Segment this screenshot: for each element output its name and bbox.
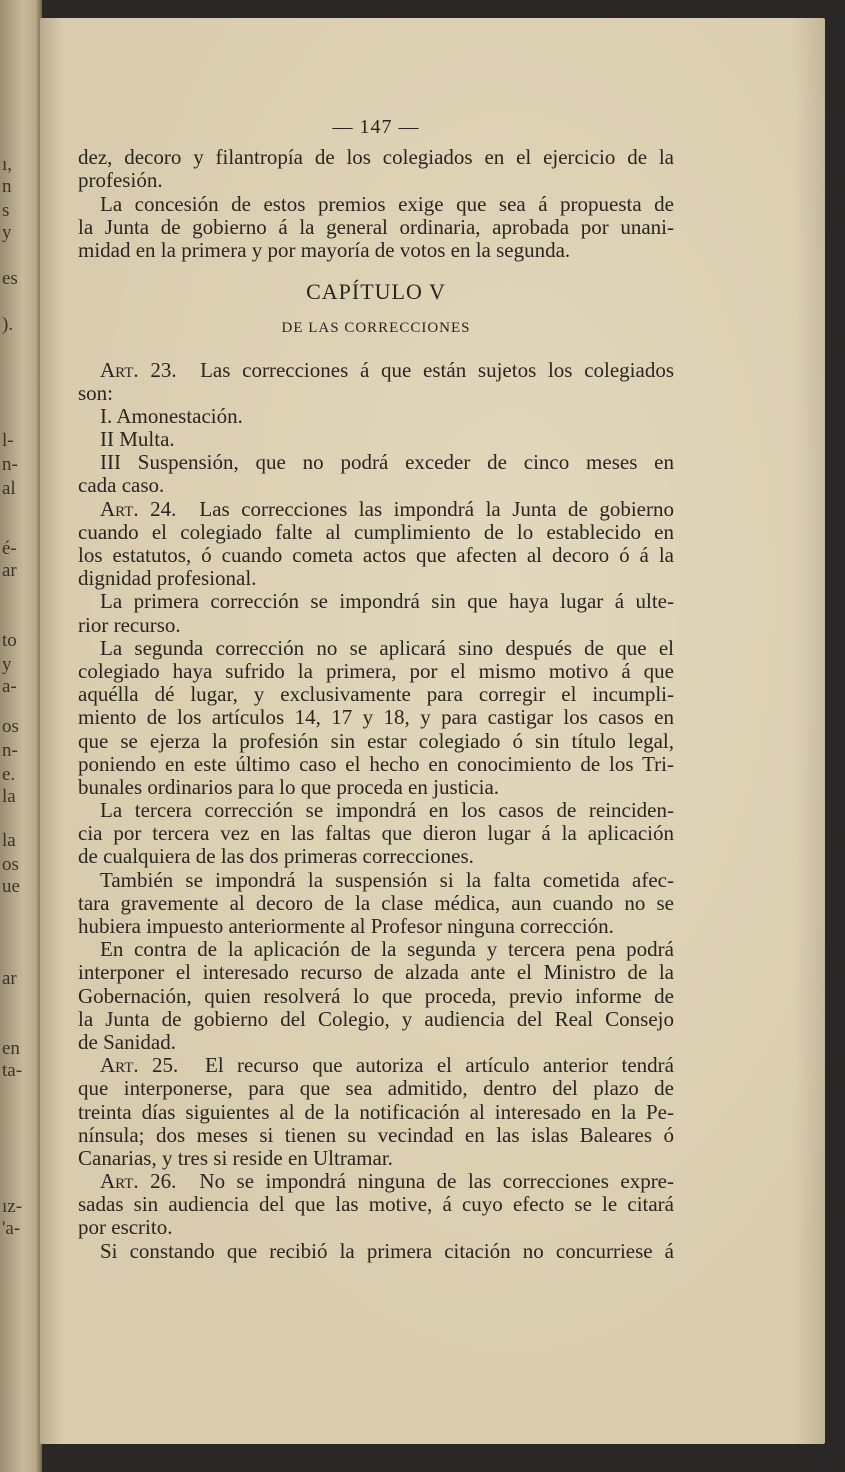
text-line: aquélla dé lugar, y exclusivamente para corregir el incumpli- <box>78 682 674 707</box>
facing-page-fragment: a- <box>2 676 17 697</box>
facing-page-fragment: ta- <box>2 1060 23 1081</box>
article-text: Las correcciones las impondrá la Junta de gobierno <box>199 496 674 521</box>
text-line: que interponerse, para que sea admitido, dentro del plazo de <box>78 1076 674 1101</box>
facing-page-fragment: n- <box>2 454 18 475</box>
facing-page-fragment: ar <box>2 560 17 581</box>
text-line: los estatutos, ó cuando cometa actos que afecten al decoro ó á la <box>78 543 674 568</box>
text-line: colegiado haya sufrido la primera, por el mismo motivo á que <box>78 658 674 683</box>
facing-page-fragment: ı, <box>2 154 13 175</box>
facing-page-fragment: n <box>2 176 12 197</box>
text-line: cuando el colegiado falte al cumplimiento de lo establecido en <box>78 519 674 544</box>
text-line: que se ejerza la profesión sin estar colegiado ó sin título legal, <box>78 728 674 753</box>
text-line: treinta días siguientes al de la notificación al interesado en la Pe- <box>78 1099 674 1124</box>
facing-page-fragment: al <box>2 478 16 499</box>
facing-page-fragment: y <box>2 654 12 675</box>
paragraph-segunda-correccion <box>78 637 674 799</box>
facing-page-fragment: la <box>2 830 16 851</box>
paragraph-recurso-alzada <box>78 938 674 1054</box>
facing-page-fragment: en <box>2 1038 20 1059</box>
paragraph-concesion <box>78 193 674 263</box>
book-page <box>40 18 825 1444</box>
article-26 <box>78 1170 674 1240</box>
corrections-list <box>78 405 674 451</box>
text-line: La segunda corrección no se aplicará sino después de que el <box>100 635 674 660</box>
article-text: Las correcciones á que están sujetos los colegiados <box>200 357 675 382</box>
article-23 <box>78 359 674 405</box>
facing-page-fragment: ız- <box>2 1196 23 1217</box>
text-line: III Suspensión, que no podrá exceder de cinco meses en <box>100 450 674 475</box>
text-line: La tercera corrección se impondrá en los casos de reinciden- <box>100 798 674 823</box>
text-line: Si constando que recibió la primera citación no concurriese á <box>100 1238 674 1263</box>
chapter-title: CAPÍTULO V <box>306 279 446 305</box>
article-label: Art. 23. <box>100 357 177 382</box>
facing-page-fragment: os <box>2 854 19 875</box>
text-line <box>78 1054 674 1077</box>
text-line <box>78 1170 674 1193</box>
facing-page-fragment: l- <box>2 430 14 451</box>
page-text <box>78 116 674 1263</box>
facing-page-fragment: ue <box>2 876 20 897</box>
text-line: También se impondrá la suspensión si la falta cometida afec- <box>100 867 674 892</box>
article-label: Art. 24. <box>100 496 177 521</box>
text-line: de cualquiera de las dos primeras correcciones. <box>78 844 474 869</box>
text-line: bunales ordinarios para lo que proceda en justicia. <box>78 774 500 799</box>
text-line: midad en la primera y por mayoría de votos en la segunda. <box>78 237 571 262</box>
corrections-item-suspension <box>78 451 674 497</box>
text-line: rior recurso. <box>78 612 181 637</box>
facing-page-fragment: to <box>2 630 17 651</box>
text-line: de Sanidad. <box>78 1029 176 1054</box>
facing-page-fragment: es <box>2 268 18 289</box>
paragraph-primera-correccion <box>78 590 674 636</box>
paragraph-premios-end <box>78 146 674 192</box>
text-line: tara gravemente al decoro de la clase médica, aun cuando no se <box>78 890 674 915</box>
facing-page-fragment: os <box>2 716 19 737</box>
text-line: son: <box>78 380 114 405</box>
text-line <box>78 498 674 521</box>
text-line: cada caso. <box>78 473 165 498</box>
text-line: por escrito. <box>78 1215 173 1240</box>
article-25 <box>78 1054 674 1170</box>
facing-page-fragment: la <box>2 786 16 807</box>
text-line: sadas sin audiencia del que las motive, á cuyo efecto se le citará <box>78 1192 674 1217</box>
article-label: Art. 25. <box>100 1053 179 1078</box>
facing-page-fragment: e. <box>2 764 16 785</box>
article-text: El recurso que autoriza el artículo anterior tendrá <box>205 1053 674 1078</box>
text-line: poniendo en este último caso el hecho en conocimiento de los Tri- <box>78 751 674 776</box>
text-line: nínsula; dos meses si tienen su vecindad en las islas Baleares ó <box>78 1122 674 1147</box>
text-line: II Multa. <box>100 427 175 452</box>
facing-page-fragment: é- <box>2 538 17 559</box>
article-label: Art. 26. <box>100 1169 177 1194</box>
facing-page-fragment: ). <box>2 314 14 335</box>
text-line: La primera corrección se impondrá sin que haya lugar á ulte- <box>100 589 674 614</box>
text-line: hubiera impuesto anteriormente al Profesor ninguna corrección. <box>78 914 614 939</box>
text-line: Gobernación, quien resolverá lo que proceda, previo informe de <box>78 983 674 1008</box>
text-line: profesión. <box>78 168 163 193</box>
paragraph-tercera-correccion <box>78 799 674 869</box>
text-line: La concesión de estos premios exige que sea á propuesta de <box>100 191 674 216</box>
text-line: Canarias, y tres si reside en Ultramar. <box>78 1145 393 1170</box>
paragraph-suspension <box>78 869 674 939</box>
text-line: I. Amonestación. <box>100 403 243 428</box>
page-number: — 147 — <box>332 116 420 138</box>
text-line: interponer el interesado recurso de alzada ante el Ministro de la <box>78 960 674 985</box>
text-line: dez, decoro y filantropía de los colegiados en el ejercicio de la <box>78 145 674 170</box>
text-line: la Junta de gobierno á la general ordinaria, aprobada por unani- <box>78 214 674 239</box>
article-24 <box>78 498 674 591</box>
paragraph-citacion <box>78 1240 674 1263</box>
facing-page-fragment: s <box>2 200 10 221</box>
article-text: No se impondrá ninguna de las correcciones expre- <box>199 1169 675 1194</box>
text-line <box>78 359 674 382</box>
text-line: En contra de la aplicación de la segunda y tercera pena podrá <box>100 937 674 962</box>
text-line: dignidad profesional. <box>78 566 257 591</box>
text-line: la Junta de gobierno del Colegio, y audiencia del Real Consejo <box>78 1006 674 1031</box>
facing-page-edge <box>0 0 42 1472</box>
facing-page-fragment: n- <box>2 740 18 761</box>
text-line: cia por tercera vez en las faltas que dieron lugar á la aplicación <box>78 821 674 846</box>
facing-page-fragment: y <box>2 222 12 243</box>
text-line: miento de los artículos 14, 17 y 18, y para castigar los casos en <box>78 705 674 730</box>
facing-page-fragment: ar <box>2 968 17 989</box>
chapter-subtitle: DE LAS CORRECCIONES <box>281 320 471 337</box>
facing-page-fragment: 'a- <box>2 1218 21 1239</box>
